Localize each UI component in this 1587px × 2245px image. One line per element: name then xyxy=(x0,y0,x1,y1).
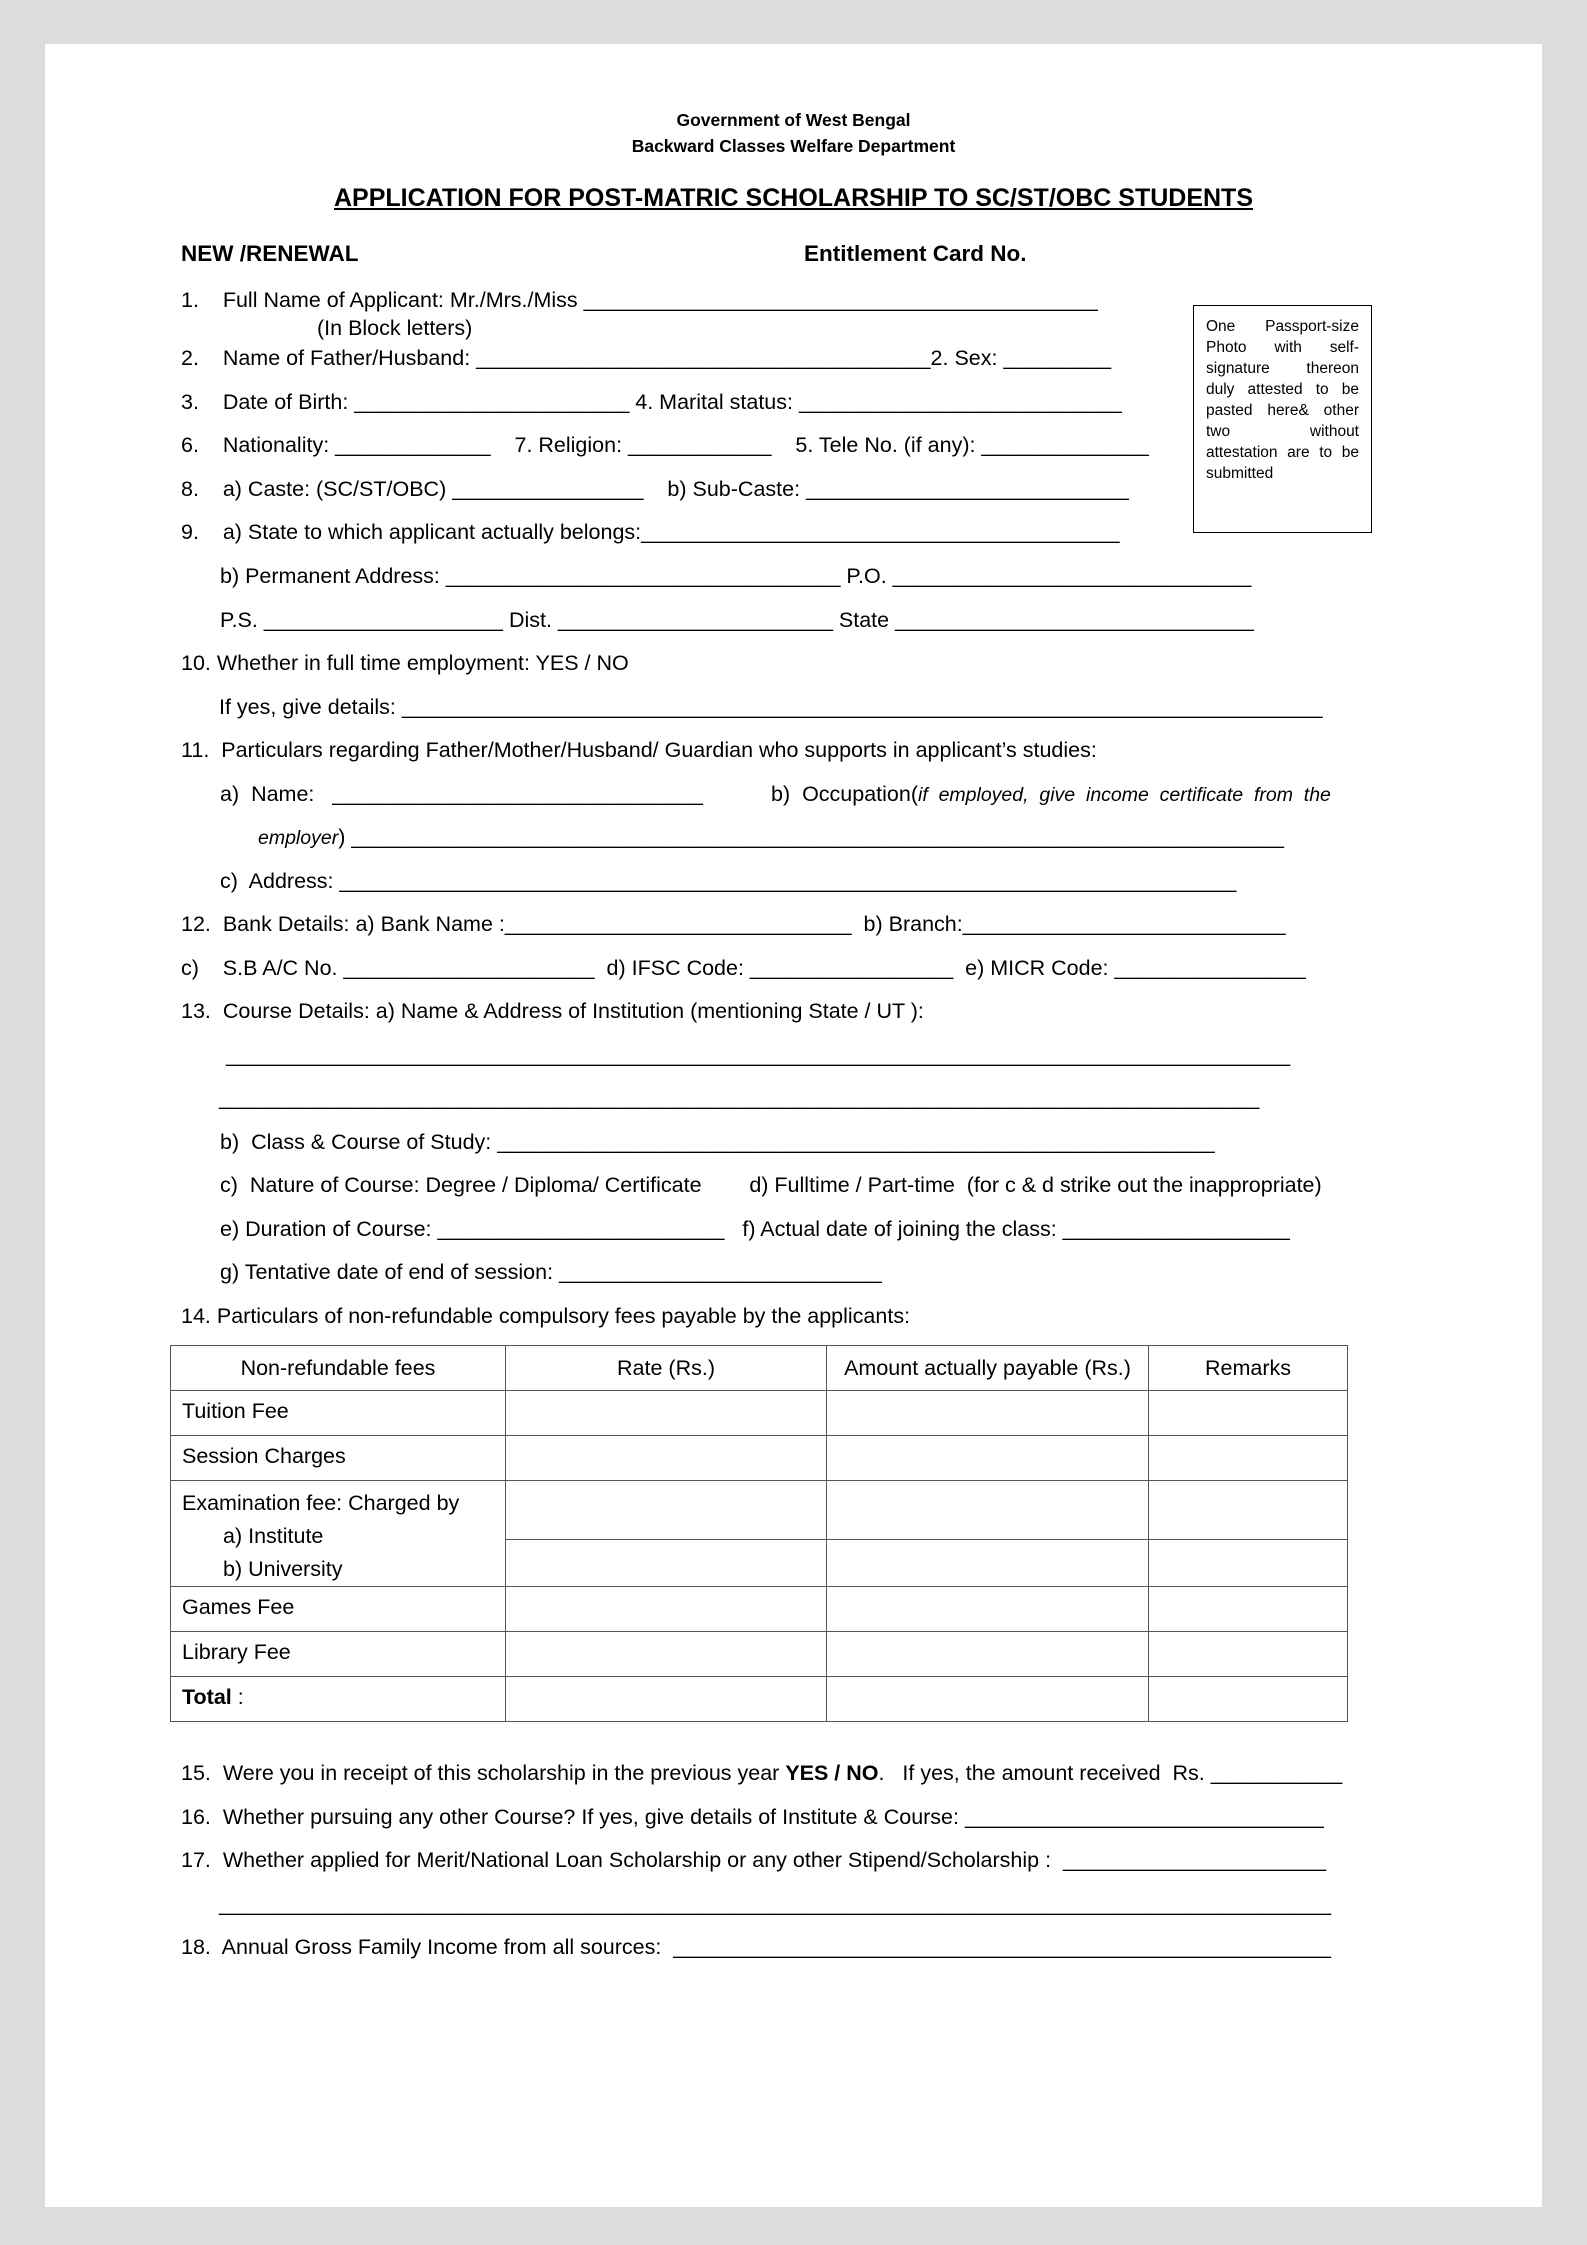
field-state[interactable]: 9. a) State to which applicant actually belongs:________________________________________ xyxy=(181,520,1120,544)
header-fees: Non-refundable fees xyxy=(171,1346,506,1391)
gov-header: Government of West Bengal xyxy=(676,110,911,130)
cell-remarks[interactable] xyxy=(1149,1436,1348,1481)
cell-remarks[interactable] xyxy=(1149,1540,1348,1587)
cell-remarks[interactable] xyxy=(1149,1587,1348,1632)
field-full-name[interactable]: 1. Full Name of Applicant: Mr./Mrs./Miss ___________________________________________ xyxy=(181,288,1098,312)
photo-box: One Passport-size Photo with self-signature thereon duly attested to be pasted here& other two without attestation are to be submitted xyxy=(1193,305,1372,533)
field-supporter-employer[interactable]: employer) ______________________________________________________________________________ xyxy=(258,825,1285,849)
field-nationality-religion-tele[interactable]: 6. Nationality: _____________ 7. Religion: ____________ 5. Tele No. (if any): ______________ xyxy=(181,433,1149,457)
field-ps-dist-state[interactable]: P.S. ____________________ Dist. _______________________ State ______________________________ xyxy=(220,608,1254,632)
exam-university-label: b) University xyxy=(223,1557,343,1581)
exam-institute-label: a) Institute xyxy=(223,1524,324,1548)
cell-amount[interactable] xyxy=(827,1677,1149,1722)
field-institution-line2[interactable]: _______________________________________________________________________________________ xyxy=(219,1086,1260,1110)
cell-rate[interactable] xyxy=(506,1587,827,1632)
cell-remarks[interactable] xyxy=(1149,1391,1348,1436)
row-label: Games Fee xyxy=(171,1587,506,1632)
cell-rate[interactable] xyxy=(506,1391,827,1436)
total-label: Total xyxy=(182,1685,232,1709)
field-course-details: 13. Course Details: a) Name & Address of Institution (mentioning State / UT ): xyxy=(181,999,924,1023)
department-header: Backward Classes Welfare Department xyxy=(631,136,956,156)
header-amount: Amount actually payable (Rs.) xyxy=(827,1346,1149,1391)
field-end-session[interactable]: g) Tentative date of end of session: ___________________________ xyxy=(220,1260,882,1284)
field-bank-account[interactable]: c) S.B A/C No. _____________________ d) IFSC Code: _________________ e) MICR Code: ________________ xyxy=(181,956,1306,980)
cell-rate[interactable] xyxy=(506,1436,827,1481)
field-fees-heading: 14. Particulars of non-refundable compulsory fees payable by the applicants: xyxy=(181,1304,911,1328)
fees-table xyxy=(170,1345,1348,1722)
entitlement-card-label: Entitlement Card No. xyxy=(804,241,1027,266)
total-suffix: : xyxy=(231,1685,244,1709)
cell-amount[interactable] xyxy=(827,1481,1149,1540)
field-employment: 10. Whether in full time employment: YES / NO xyxy=(181,651,629,675)
cell-amount[interactable] xyxy=(827,1436,1149,1481)
new-renewal-label: NEW /RENEWAL xyxy=(181,241,359,266)
field-nature-course: c) Nature of Course: Degree / Diploma/ Certificate d) Fulltime / Part-time (for c & d strike out the inappropriate) xyxy=(220,1173,1322,1197)
cell-remarks[interactable] xyxy=(1149,1677,1348,1722)
field-bank-details[interactable]: 12. Bank Details: a) Bank Name :_____________________________ b) Branch:___________________________ xyxy=(181,912,1286,936)
cell-amount[interactable] xyxy=(827,1587,1149,1632)
field-other-scholarship[interactable]: 17. Whether applied for Merit/National Loan Scholarship or any other Stipend/Scholarship : ______________________ xyxy=(181,1848,1327,1872)
field-permanent-address[interactable]: b) Permanent Address: _________________________________ P.O. ______________________________ xyxy=(220,564,1252,588)
field-duration-joining[interactable]: e) Duration of Course: ________________________ f) Actual date of joining the class: ___________________ xyxy=(220,1217,1290,1241)
table-row xyxy=(171,1677,1348,1722)
row-label-total xyxy=(171,1677,506,1722)
cell-rate[interactable] xyxy=(506,1677,827,1722)
field-caste[interactable]: 8. a) Caste: (SC/ST/OBC) ________________ b) Sub-Caste: ___________________________ xyxy=(181,477,1129,501)
field-class-course[interactable]: b) Class & Course of Study: ____________________________________________________________ xyxy=(220,1130,1215,1154)
field-supporter-name[interactable]: a) Name: _______________________________ xyxy=(220,782,703,806)
field-employment-details[interactable]: If yes, give details: _____________________________________________________________________________ xyxy=(219,695,1323,719)
field-previous-scholarship[interactable]: 15. Were you in receipt of this scholarship in the previous year YES / NO. If yes, the amount received Rs. ___________ xyxy=(181,1761,1343,1785)
exam-label: Examination fee: Charged by xyxy=(182,1491,460,1515)
table-row xyxy=(171,1436,1348,1481)
cell-rate[interactable] xyxy=(506,1632,827,1677)
field-supporter-address[interactable]: c) Address: ___________________________________________________________________________ xyxy=(220,869,1237,893)
table-row xyxy=(171,1632,1348,1677)
field-other-course[interactable]: 16. Whether pursuing any other Course? If yes, give details of Institute & Course: ______________________________ xyxy=(181,1805,1324,1829)
field-institution-line1[interactable]: _________________________________________________________________________________________ xyxy=(226,1043,1291,1067)
field-family-income[interactable]: 18. Annual Gross Family Income from all sources: _______________________________________________________ xyxy=(181,1935,1331,1959)
field-other-scholarship-line[interactable]: _____________________________________________________________________________________________ xyxy=(219,1892,1332,1916)
cell-amount[interactable] xyxy=(827,1391,1149,1436)
row-label-exam xyxy=(171,1481,506,1587)
cell-remarks[interactable] xyxy=(1149,1632,1348,1677)
row-label: Tuition Fee xyxy=(171,1391,506,1436)
field-dob-marital[interactable]: 3. Date of Birth: _______________________ 4. Marital status: ___________________________ xyxy=(181,390,1122,414)
row-label: Session Charges xyxy=(171,1436,506,1481)
field-father-husband-sex[interactable]: 2. Name of Father/Husband: ______________________________________2. Sex: _________ xyxy=(181,346,1112,370)
table-row xyxy=(171,1481,1348,1540)
field-supporter-heading: 11. Particulars regarding Father/Mother/Husband/ Guardian who supports in applicant’s studies: xyxy=(181,738,1097,762)
block-letters-note: (In Block letters) xyxy=(317,316,473,340)
table-row xyxy=(171,1587,1348,1632)
table-header-row xyxy=(171,1346,1348,1391)
row-label: Library Fee xyxy=(171,1632,506,1677)
table-row xyxy=(171,1391,1348,1436)
cell-rate[interactable] xyxy=(506,1540,827,1587)
field-supporter-occupation[interactable]: b) Occupation(if employed, give income certificate from the xyxy=(771,782,1331,806)
cell-amount[interactable] xyxy=(827,1540,1149,1587)
cell-rate[interactable] xyxy=(506,1481,827,1540)
header-rate: Rate (Rs.) xyxy=(506,1346,827,1391)
form-title: APPLICATION FOR POST-MATRIC SCHOLARSHIP TO SC/ST/OBC STUDENTS xyxy=(333,184,1254,212)
cell-amount[interactable] xyxy=(827,1632,1149,1677)
header-remarks: Remarks xyxy=(1149,1346,1348,1391)
cell-remarks[interactable] xyxy=(1149,1481,1348,1540)
